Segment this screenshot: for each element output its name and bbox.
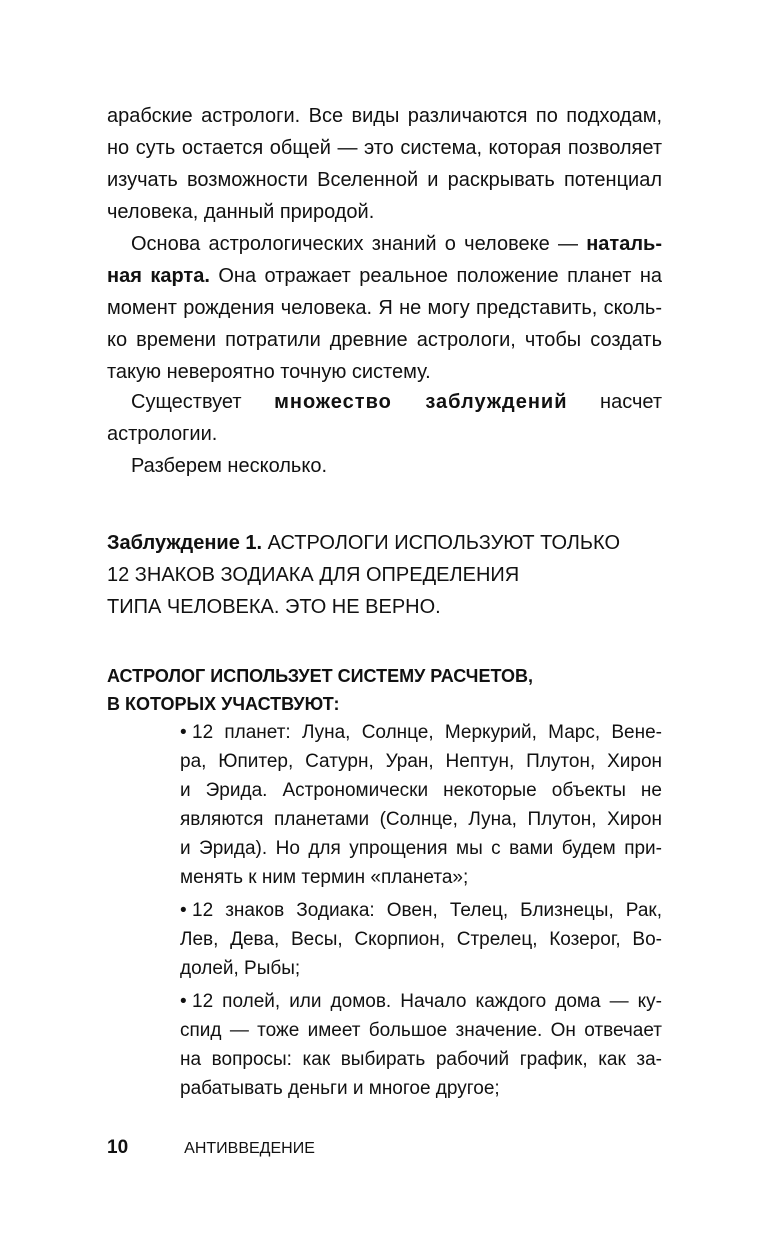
text-line (180, 987, 662, 1016)
bullet-icon: • (180, 722, 187, 743)
text-line: Разберем несколько. (131, 455, 327, 477)
misconception-heading (107, 527, 667, 623)
text-line (107, 260, 662, 292)
bold-term: множество заблуждений (274, 391, 568, 413)
text-line: ко времени потратили древние астрологи, чтобы создать (107, 329, 662, 351)
text-fragment: 12 планет: Луна, Солнце, Меркурий, Марс, Вене- (192, 722, 662, 743)
bold-term: ная карта. (107, 265, 210, 287)
paragraph-natal-chart (107, 228, 662, 388)
text-line: изучать возможности Вселенной и раскрывать потенциал (107, 169, 662, 191)
text-line: астрологии. (107, 423, 218, 445)
paragraph-intro-continuation (107, 100, 662, 228)
text-line: момент рождения человека. Я не могу представить, сколь- (107, 297, 662, 319)
text-line: АСТРОЛОГ ИСПОЛЬЗУЕТ СИСТЕМУ РАСЧЕТОВ, (107, 666, 533, 686)
page-number: 10 (107, 1137, 129, 1158)
text-line: ра, Юпитер, Сатурн, Уран, Нептун, Плутон, Хирон (180, 751, 662, 772)
text-line: человека, данный природой. (107, 201, 375, 223)
text-line: являются планетами (Солнце, Луна, Плутон, Хирон (180, 809, 662, 830)
text-fragment: Существует (131, 391, 275, 413)
text-line: и Эрида). Но для упрощения мы с вами будем при- (180, 838, 662, 859)
text-line (107, 386, 662, 418)
text-line: долей, Рыбы; (180, 958, 301, 979)
text-line: рабатывать деньги и многое другое; (180, 1078, 500, 1099)
text-fragment: 12 полей, или домов. Начало каждого дома — ку- (192, 991, 662, 1012)
paragraph-lets-review (107, 450, 662, 482)
paragraph-misconceptions (107, 386, 662, 450)
text-line: В КОТОРЫХ УЧАСТВУЮТ: (107, 694, 340, 714)
text-line: 12 ЗНАКОВ ЗОДИАКА ДЛЯ ОПРЕДЕЛЕНИЯ (107, 564, 520, 586)
text-line: менять к ним термин «планета»; (180, 867, 469, 888)
text-line (180, 896, 662, 925)
text-line: но суть остается общей — это система, которая позволяет (107, 137, 662, 159)
section-title: АНТИВВЕДЕНИЕ (184, 1140, 315, 1157)
system-heading (107, 662, 667, 718)
text-fragment: Основа астрологических знаний о человеке — (131, 233, 587, 255)
page-footer (107, 1136, 315, 1161)
text-line: на вопросы: как выбирать рабочий график, как за- (180, 1049, 662, 1070)
text-line: спид — тоже имеет большое значение. Он отвечает (180, 1020, 662, 1041)
misconception-label: Заблуждение 1. (107, 532, 263, 554)
list-item (180, 718, 662, 892)
bullet-icon: • (180, 900, 187, 921)
components-list (180, 718, 662, 1107)
list-item (180, 896, 662, 983)
bullet-icon: • (180, 991, 187, 1012)
text-fragment: 12 знаков Зодиака: Овен, Телец, Близнецы, Рак, (192, 900, 662, 921)
text-fragment: Она отражает реальное положение планет на (209, 265, 662, 287)
text-line (107, 228, 662, 260)
text-fragment: насчет (567, 391, 663, 413)
text-line: и Эрида. Астрономически некоторые объекты не (180, 780, 662, 801)
text-line (107, 527, 667, 559)
text-line: Лев, Дева, Весы, Скорпион, Стрелец, Козерог, Во- (180, 929, 662, 950)
list-item (180, 987, 662, 1103)
bold-term: наталь- (586, 233, 662, 255)
text-line (180, 718, 662, 747)
text-line: такую невероятно точную систему. (107, 361, 431, 383)
text-line: ТИПА ЧЕЛОВЕКА. ЭТО НЕ ВЕРНО. (107, 596, 441, 618)
text-fragment: АСТРОЛОГИ ИСПОЛЬЗУЮТ ТОЛЬКО (262, 532, 621, 554)
text-line: арабские астрологи. Все виды различаются по подходам, (107, 105, 662, 127)
